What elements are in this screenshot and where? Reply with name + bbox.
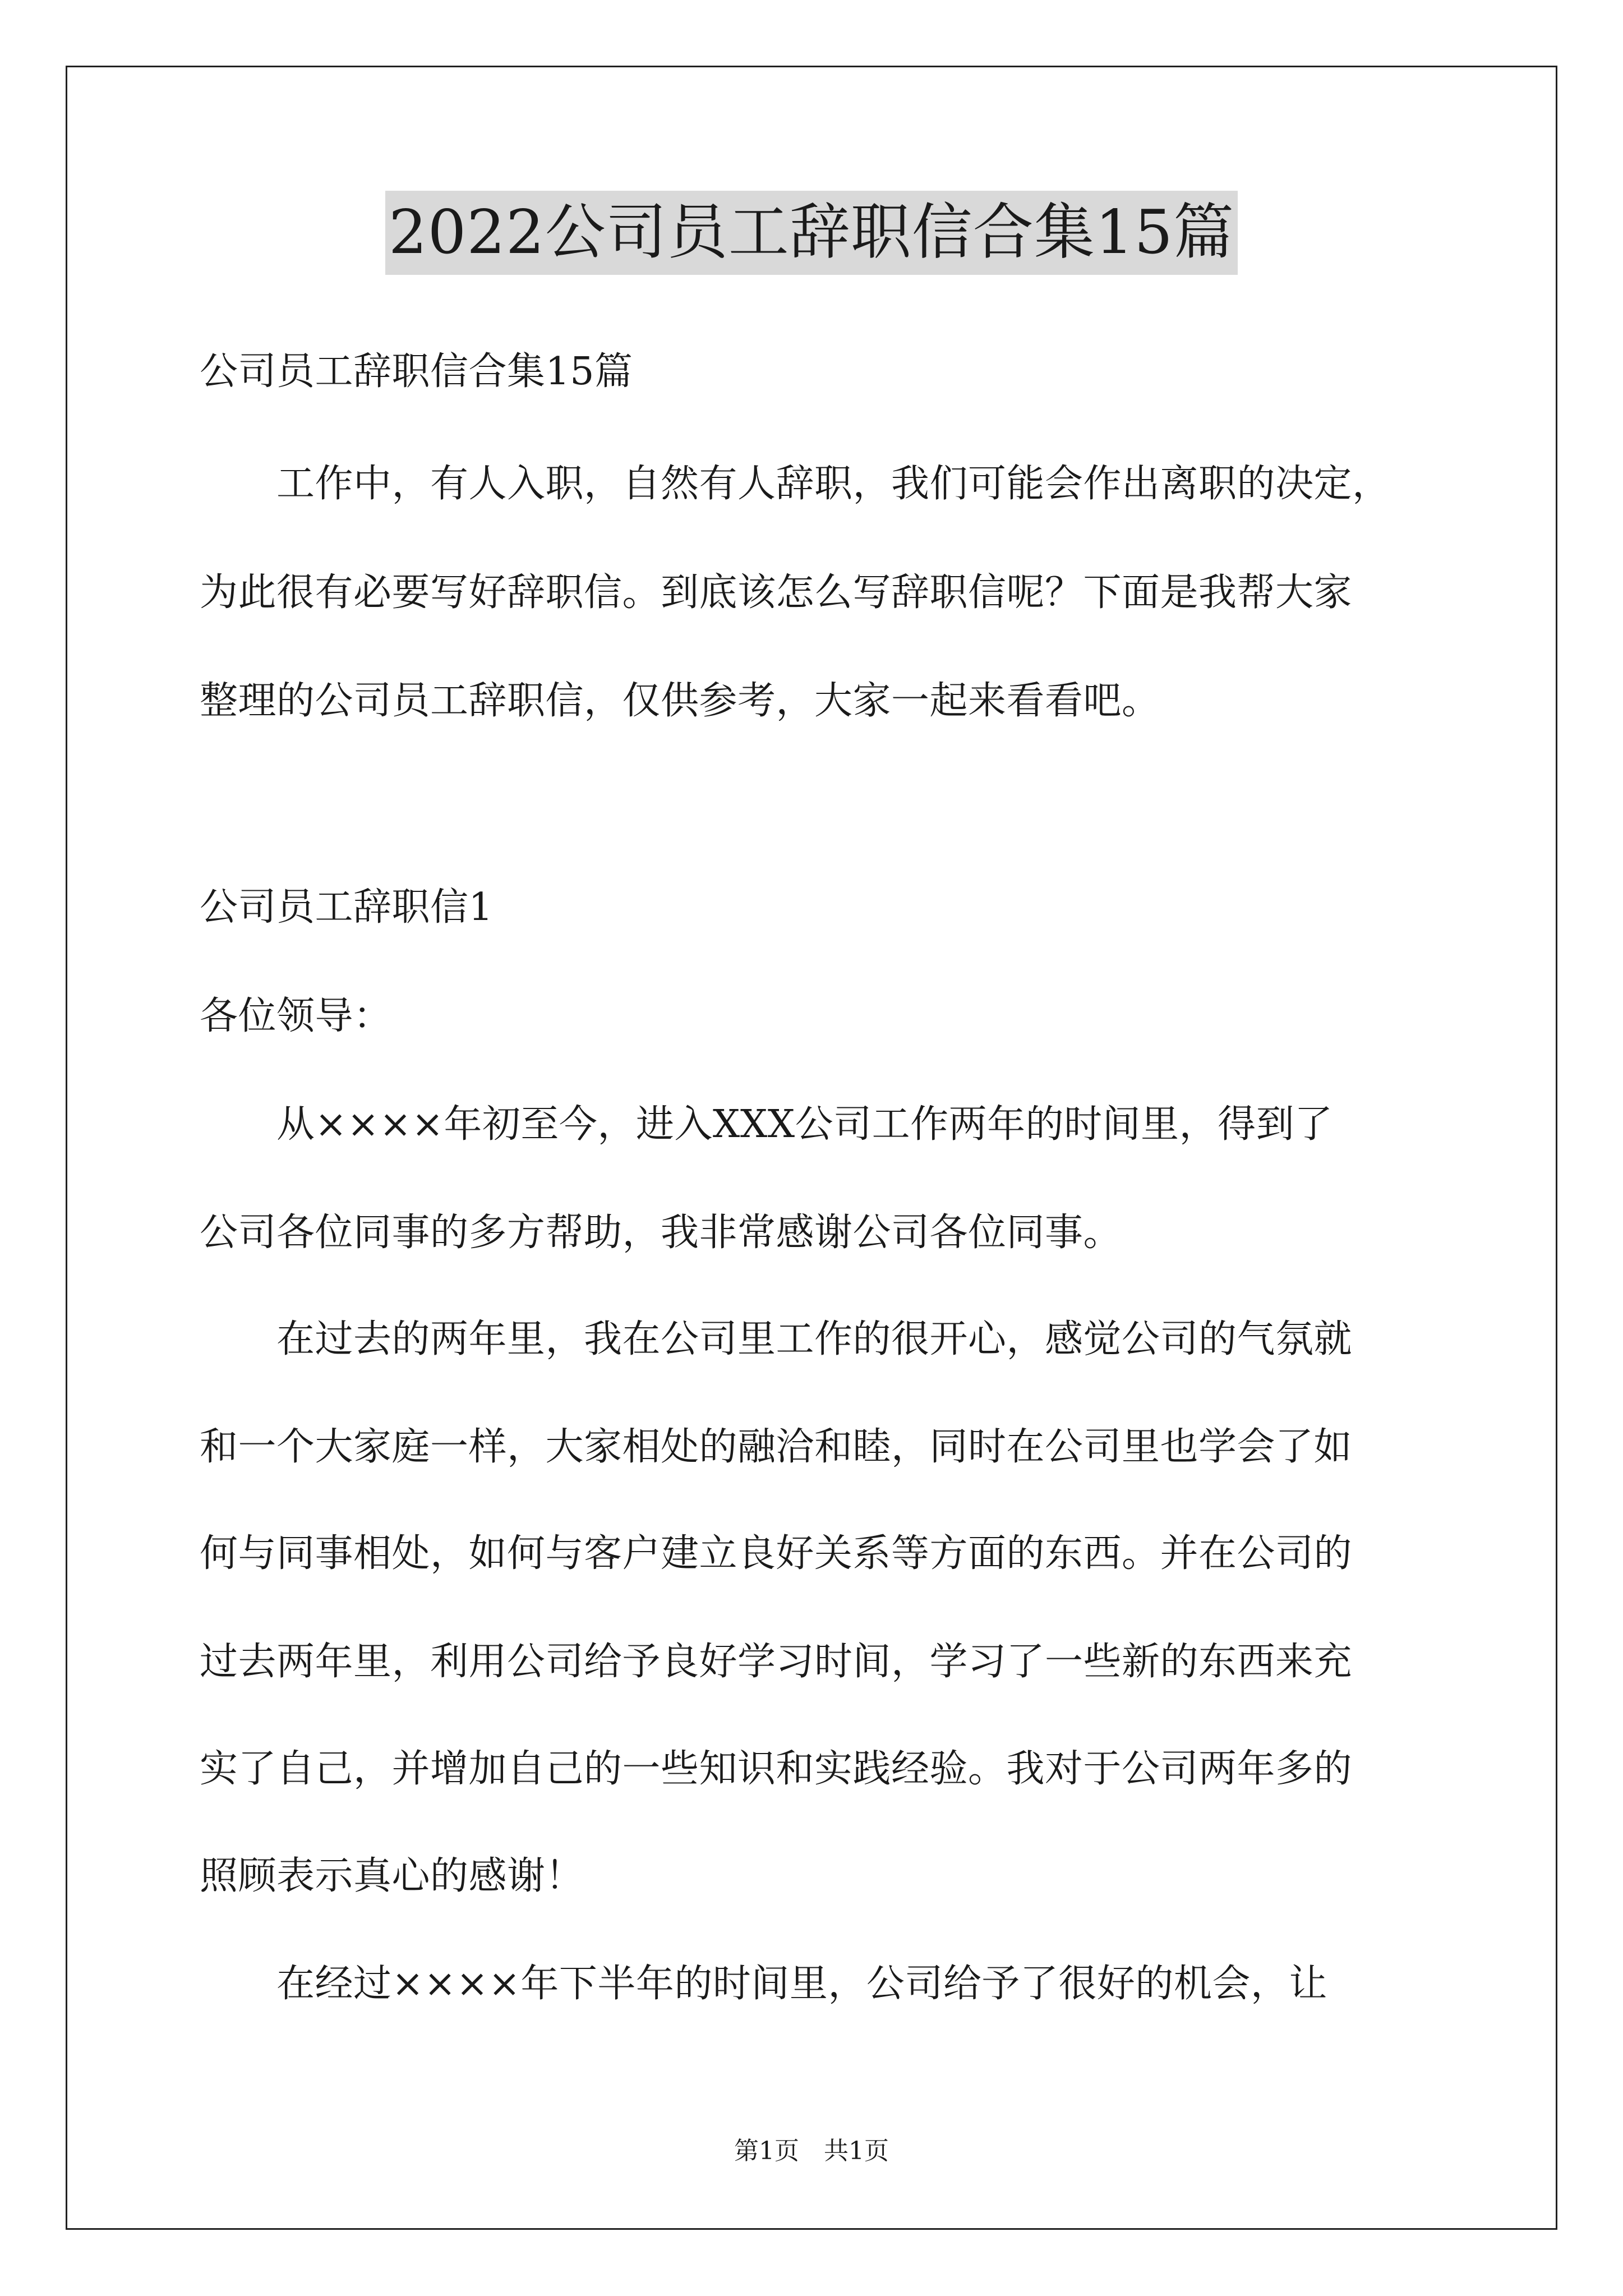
page-footer: 第1页 共1页 <box>734 2137 889 2165</box>
subtitle-line: 公司员工辞职信合集15篇 <box>200 349 633 394</box>
paragraph-line: 工作中，有人入职，自然有人辞职，我们可能会作出离职的决定， <box>200 462 1391 506</box>
document-title: 2022公司员工辞职信合集15篇 <box>385 191 1238 275</box>
paragraph-line: 在过去的两年里，我在公司里工作的很开心，感觉公司的气氛就 <box>200 1317 1353 1361</box>
paragraph-line: 在经过××××年下半年的时间里，公司给予了很好的机会，让 <box>200 1962 1327 2006</box>
section-heading: 公司员工辞职信1 <box>200 885 494 930</box>
paragraph-line: 为此很有必要写好辞职信。到底该怎么写辞职信呢？下面是我帮大家 <box>200 570 1353 615</box>
paragraph-line: 何与同事相处，如何与客户建立良好关系等方面的东西。并在公司的 <box>200 1531 1353 1576</box>
paragraph-line: 过去两年里，利用公司给予良好学习时间，学习了一些新的东西来充 <box>200 1640 1353 1684</box>
paragraph-line: 实了自己，并增加自己的一些知识和实践经验。我对于公司两年多的 <box>200 1747 1353 1791</box>
paragraph-line: 和一个大家庭一样，大家相处的融洽和睦，同时在公司里也学会了如 <box>200 1425 1353 1469</box>
title-wrapper <box>0 191 1623 275</box>
paragraph-line: 整理的公司员工辞职信，仅供参考，大家一起来看看吧。 <box>200 679 1160 723</box>
paragraph-line: 照顾表示真心的感谢！ <box>200 1854 584 1898</box>
salutation-line: 各位领导： <box>200 994 392 1038</box>
paragraph-line: 从××××年初至今，进入XXX公司工作两年的时间里，得到了 <box>200 1102 1333 1147</box>
paragraph-line: 公司各位同事的多方帮助，我非常感谢公司各位同事。 <box>200 1211 1122 1255</box>
